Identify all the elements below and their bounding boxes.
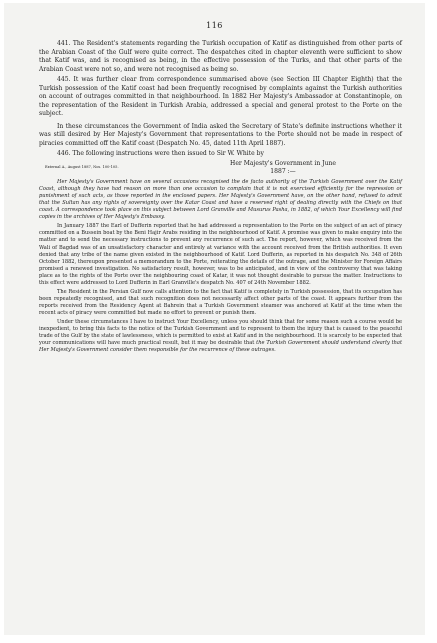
instructions-intro-text (164, 160, 402, 177)
paragraph-446: 446. The following instructions were then issued to Sir W. White by (57, 150, 264, 157)
instructions-intro-line-2: 1887 :— (270, 167, 296, 175)
quoted-instruction-paragraph-2: In January 1887 the Earl of Dufferin reported that he had addressed a representation to the Porte on the subject of an act of piracy committed on a Bussein boat by the Beni Hajir Arabs residing in the neighbourhood of Katif. A promise was given to make enquiry into the matter and to send the necessary instructions to prevent any recurrence of such act. The report, however, which was received from the Wali of Bagdad was of an unsatisfactory character and entirely at variance with the account received from the British authorities. It even denied that any tribe of the name given existed in the neighbourhood of Katif. Lord Dufferin, as reported in his despatch No. 348 of 26th October 1882, thereupon presented a memorandum to the Porte, reiterating the details of the outrage, and the Minister for Foreign Affairs promised a renewed investigation. No satisfactory result, however, was to be anticipated, and in view of the controversy that was taking place as to the rights of the Porte over the neighbouring coast of Katar, it was not thought desirable to pursue the matter. Instructions to this effect were addressed to Lord Dufferin in Earl Granville's despatch No. 407 of 24th November 1882. (39, 223, 402, 286)
document-page (4, 3, 425, 635)
margin-reference-note: External A., August 1887, Nos. 100-105. (45, 164, 119, 169)
instructions-intro (39, 160, 402, 177)
instructions-intro-line-1: Her Majesty's Government in June (230, 159, 336, 167)
page-number: 116 (206, 21, 223, 30)
paragraph-441: 441. The Resident's statements regarding the Turkish occupation of Katif as distinguished from other parts of the Arabian Coast of the Gulf were quite correct. The despatches cited in chapter eleventh were sufficient to show that Katif was, and is recognised as being, in the effective possession of the Turks, and that other parts of the Arabian Coast were not so, and were not recognised as being so. (39, 40, 402, 73)
quoted-instruction-paragraph-3: The Resident in the Persian Gulf now calls attention to the fact that Katif is completely in Turkish possession, that its occupation has been repeatedly recognised, and that such recognition does not necessarily affect other parts of the coast. It appears further from the reports received from the Residency Agent at Bahrein that a Turkish Government steamer was anchored at Katif at the time when the recent acts of piracy were committed but made no effort to prevent or punish them. (39, 288, 402, 316)
page-body (39, 40, 402, 354)
paragraph-circumstances: In these circumstances the Government of India asked the Secretary of State's definite instructions whether it was still desired by Her Majesty's Government that representations to the Porte should not be made in respect of piracies committed off the Katif coast (Despatch No. 45, dated 11th April 1887). (39, 122, 402, 147)
paragraph-445: 445. It was further clear from correspondence summarised above (see Section III Chapter Eighth) that the Turkish possession of the Katif coast had been frequently recognised by complaints against the Turkish authorities on account of outrages committed in that neighbourhood. In 1882 Her Majesty's Ambassador at Constantinople, on the representation of the Resident in Turkish Arabia, addressed a special and general protest to the Porte on the subject. (39, 76, 402, 117)
quoted-instruction-paragraph-4 (39, 319, 402, 354)
quoted-instruction-paragraph-1: Her Majesty's Government have on several occasions recognised the de facto authority of the Turkish Government over the Katif Coast, although they have had reason on more than one occasion to complain that it is not exercised efficiently for the repression or punishment of such acts, as those reported in the enclosed papers. Her Majesty's Government have, on the other hand, refused to admit that the Sultan has any rights of sovereignty over the Katar Coast and have a reserved right of dealing directly with the Chiefs on that coast. A correspondence took place on this subject between Lord Granville and Musurus Pasha, in 1882, of which Your Excellency will find copies in the archives of Her Majesty's Embassy. (39, 179, 402, 221)
quoted-instruction-4-roman: Under these circumstances I have to instruct Your Excellency, unless you should think that for some reason such a course would be inexpedient, to bring this facts to the notice of the Turkish Government and to represent to them the injury that is caused to the peaceful trade of the Gulf by the state of lawlessness, which is permitted to exist at Katif and in the neighbourhood. It is scarcely to be expected that your communications will have much practical result, but it may be desirable that (39, 318, 402, 347)
quoted-instruction-4-italic: the Turkish Government should understand clearly that Her Majesty's Government consider them responsible for the recurrence of these outrages. (39, 340, 402, 354)
